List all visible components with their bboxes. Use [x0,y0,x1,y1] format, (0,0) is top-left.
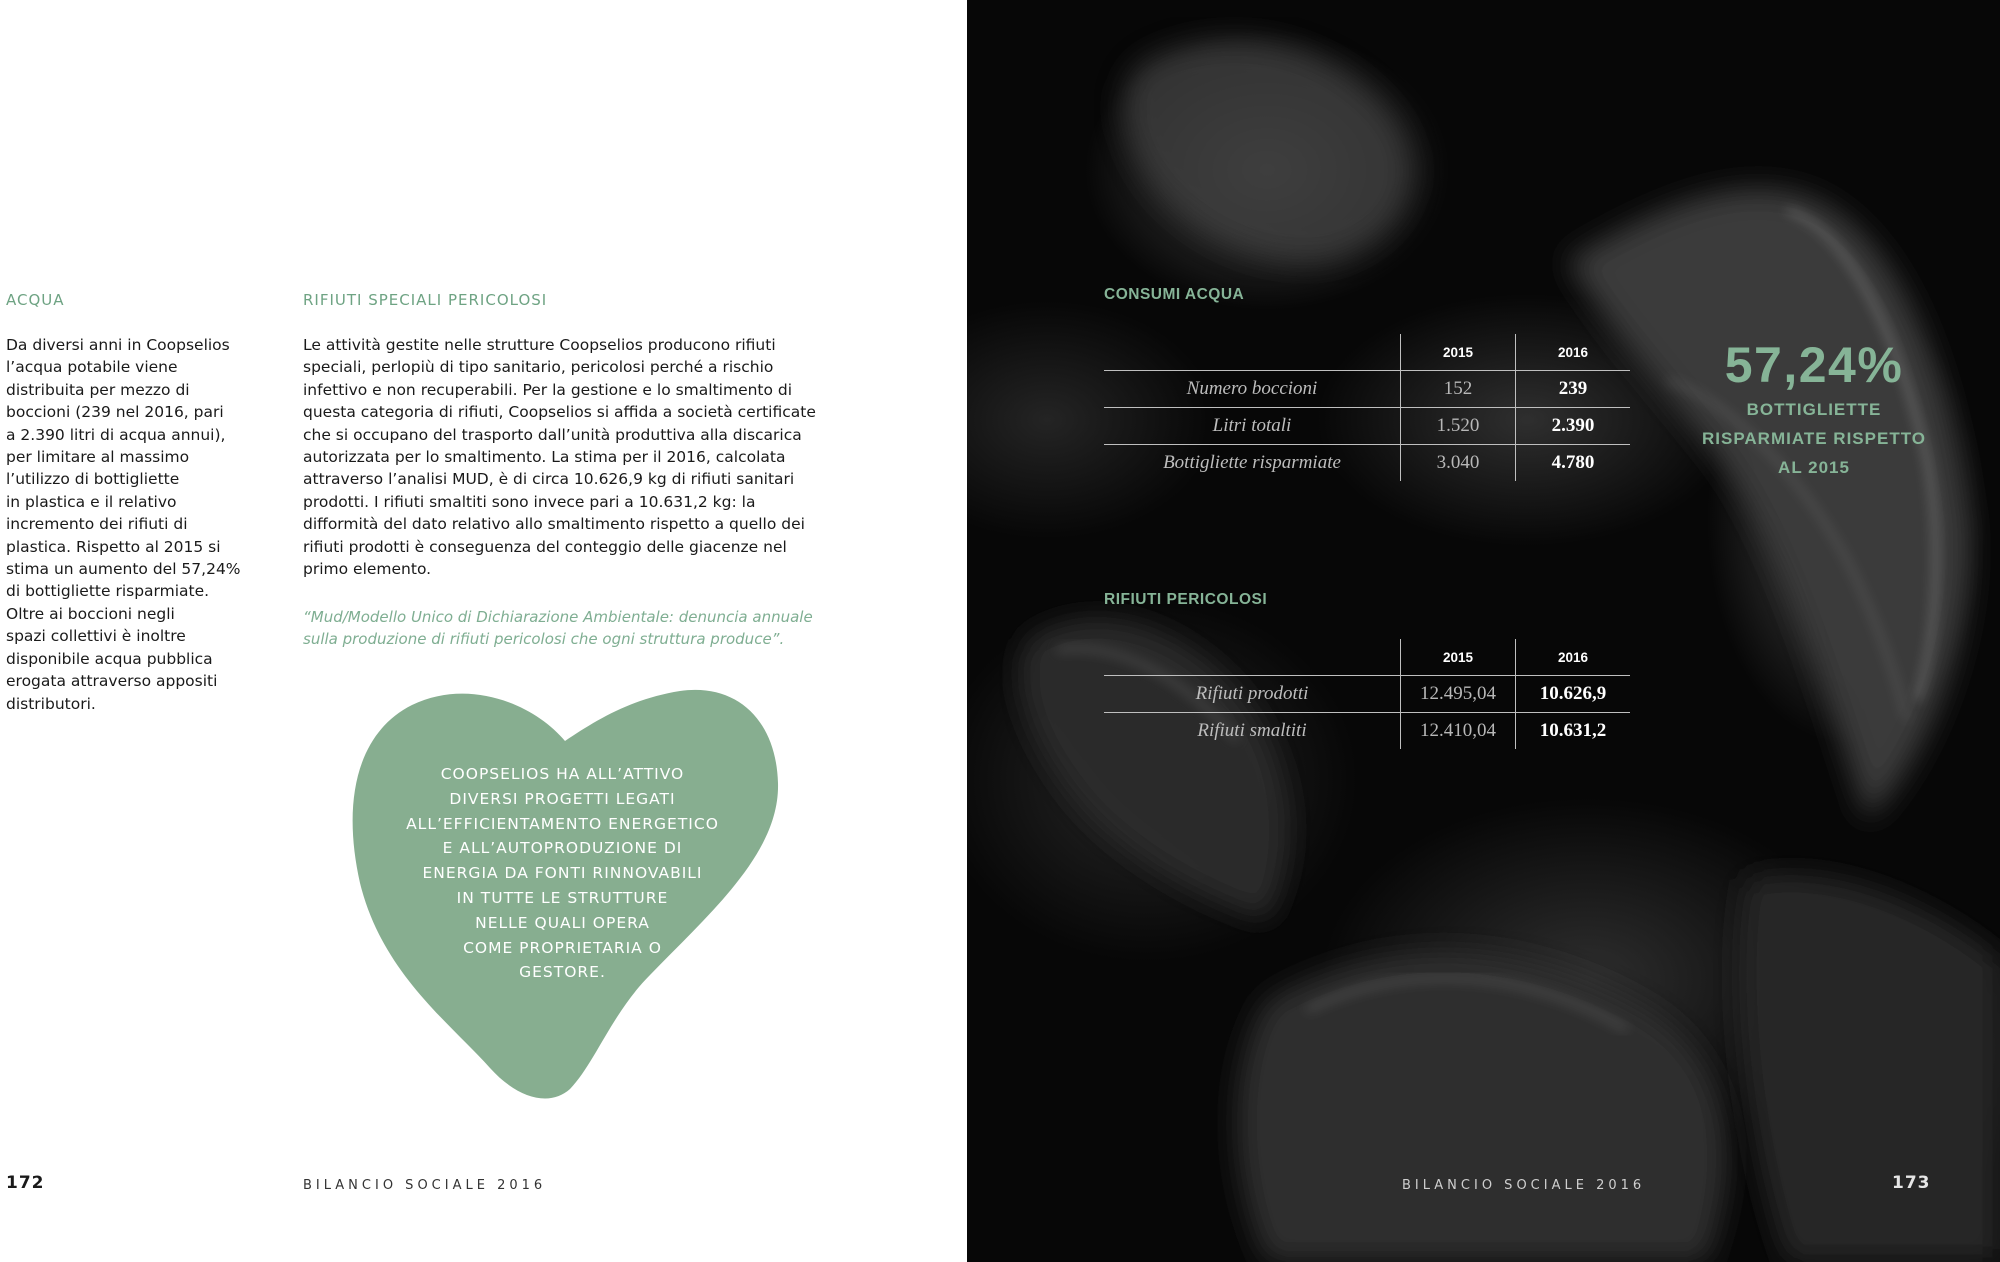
table-header-row [1104,334,1630,371]
value-2016: 2.390 [1516,408,1631,445]
savings-caption [1690,395,1938,482]
note-line: sulla produzione di rifiuti pericolosi che ogni struttura produce”. [303,630,785,648]
savings-percentage: 57,24% [1724,337,1904,393]
callout-line: ENERGIA DA FONTI RINNOVABILI [422,864,703,883]
page-number-left: 172 [6,1173,45,1193]
text-line: incremento dei rifiuti di [6,515,188,534]
text-line: a 2.390 litri di acqua annui), [6,425,226,444]
text-line: disponibile acqua pubblica [6,649,213,668]
value-2016: 4.780 [1516,445,1631,482]
callout-line: IN TUTTE LE STRUTTURE [456,888,669,907]
value-2015: 152 [1401,371,1516,408]
text-line: plastica. Rispetto al 2015 si [6,537,221,556]
table-header-2015: 2015 [1401,639,1516,676]
value-2015: 1.520 [1401,408,1516,445]
text-line: difformità del dato relativo allo smaltimento rispetto a quello dei [303,515,805,534]
text-line: l’acqua potabile viene [6,358,178,377]
consumi-acqua-heading: CONSUMI ACQUA [1104,286,1245,303]
callout-line: COME PROPRIETARIA O [463,938,662,957]
text-line: erogata attraverso appositi [6,672,218,691]
mud-footnote [303,606,863,650]
text-line: Da diversi anni in Coopselios [6,336,230,354]
row-label: Bottigliette risparmiate [1104,445,1401,482]
rifiuti-paragraph [303,334,863,580]
text-line: infettivo e non recuperabili. Per la gestione e lo smaltimento di [303,380,793,399]
table-header-empty [1104,334,1401,371]
table-row [1104,713,1630,750]
rock-photo-background [967,0,2000,1262]
table-row [1104,408,1630,445]
value-2015: 12.410,04 [1401,713,1516,750]
rifiuti-heading: RIFIUTI SPECIALI PERICOLOSI [303,291,548,309]
callout-line: GESTORE. [519,963,606,982]
value-2016: 239 [1516,371,1631,408]
table-row [1104,371,1630,408]
text-line: Le attività gestite nelle strutture Coopselios producono rifiuti [303,336,776,354]
text-line: speciali, perlopiù di tipo sanitario, pericolosi perché a rischio [303,358,774,377]
callout-line: ALL’EFFICIENTAMENTO ENERGETICO [406,814,719,833]
text-line: boccioni (239 nel 2016, pari [6,403,224,422]
text-line: distribuita per mezzo di [6,380,190,399]
table-row [1104,676,1630,713]
caption-line: BOTTIGLIETTE [1746,400,1882,419]
text-line: rifiuti prodotti è conseguenza del conteggio delle giacenze nel [303,537,787,556]
row-label: Litri totali [1104,408,1401,445]
text-line: l’utilizzo di bottigliette [6,470,180,489]
row-label: Rifiuti smaltiti [1104,713,1401,750]
rock-shape [1237,952,1727,1262]
callout-line: COOPSELIOS HA ALL’ATTIVO [440,765,685,783]
heart-callout [390,762,735,985]
footer-title-left: BILANCIO SOCIALE 2016 [303,1178,547,1193]
footer-title-right: BILANCIO SOCIALE 2016 [1402,1178,1646,1193]
value-2015: 3.040 [1401,445,1516,482]
row-label: Numero boccioni [1104,371,1401,408]
caption-line: AL 2015 [1778,458,1850,477]
text-line: autorizzata per lo smaltimento. La stima per il 2016, calcolata [303,448,786,467]
callout-line: DIVERSI PROGETTI LEGATI [449,789,676,808]
right-page [967,0,2000,1262]
text-line: che si occupano del trasporto dall’unità produttiva alla discarica [303,425,802,444]
callout-line: NELLE QUALI OPERA [475,913,650,932]
text-line: distributori. [6,694,96,713]
rock-shape [1123,40,1411,262]
value-2016: 10.626,9 [1516,676,1631,713]
text-line: Oltre ai boccioni negli [6,604,175,623]
table-header-empty [1104,639,1401,676]
note-line: “Mud/Modello Unico di Dichiarazione Ambientale: denuncia annuale [303,608,813,626]
table-header-2015: 2015 [1401,334,1516,371]
table-header-row [1104,639,1630,676]
text-line: stima un aumento del 57,24% [6,560,241,579]
consumi-acqua-table [1104,334,1630,481]
callout-line: E ALL’AUTOPRODUZIONE DI [442,839,683,858]
acqua-paragraph [6,334,246,715]
caption-line: RISPARMIATE RISPETTO [1701,429,1927,448]
left-page [0,0,967,1262]
text-line: di bottigliette risparmiate. [6,582,210,601]
value-2015: 12.495,04 [1401,676,1516,713]
text-line: in plastica e il relativo [6,492,177,511]
text-line: per limitare al massimo [6,448,190,467]
acqua-heading: ACQUA [6,291,65,309]
rock-shape [1739,875,2000,1262]
value-2016: 10.631,2 [1516,713,1631,750]
table-row [1104,445,1630,482]
table-header-2016: 2016 [1516,639,1631,676]
text-line: prodotti. I rifiuti smaltiti sono invece pari a 10.631,2 kg: la [303,492,756,511]
text-line: primo elemento. [303,560,432,579]
text-line: attraverso l’analisi MUD, è di circa 10.626,9 kg di rifiuti sanitari [303,470,795,489]
page-number-right: 173 [1892,1173,1931,1193]
text-line: questa categoria di rifiuti, Coopselios si affida a società certificate [303,403,816,422]
rifiuti-pericolosi-table [1104,639,1630,749]
text-line: spazi collettivi è inoltre [6,627,186,646]
rifiuti-pericolosi-heading: RIFIUTI PERICOLOSI [1104,591,1268,608]
table-header-2016: 2016 [1516,334,1631,371]
row-label: Rifiuti prodotti [1104,676,1401,713]
